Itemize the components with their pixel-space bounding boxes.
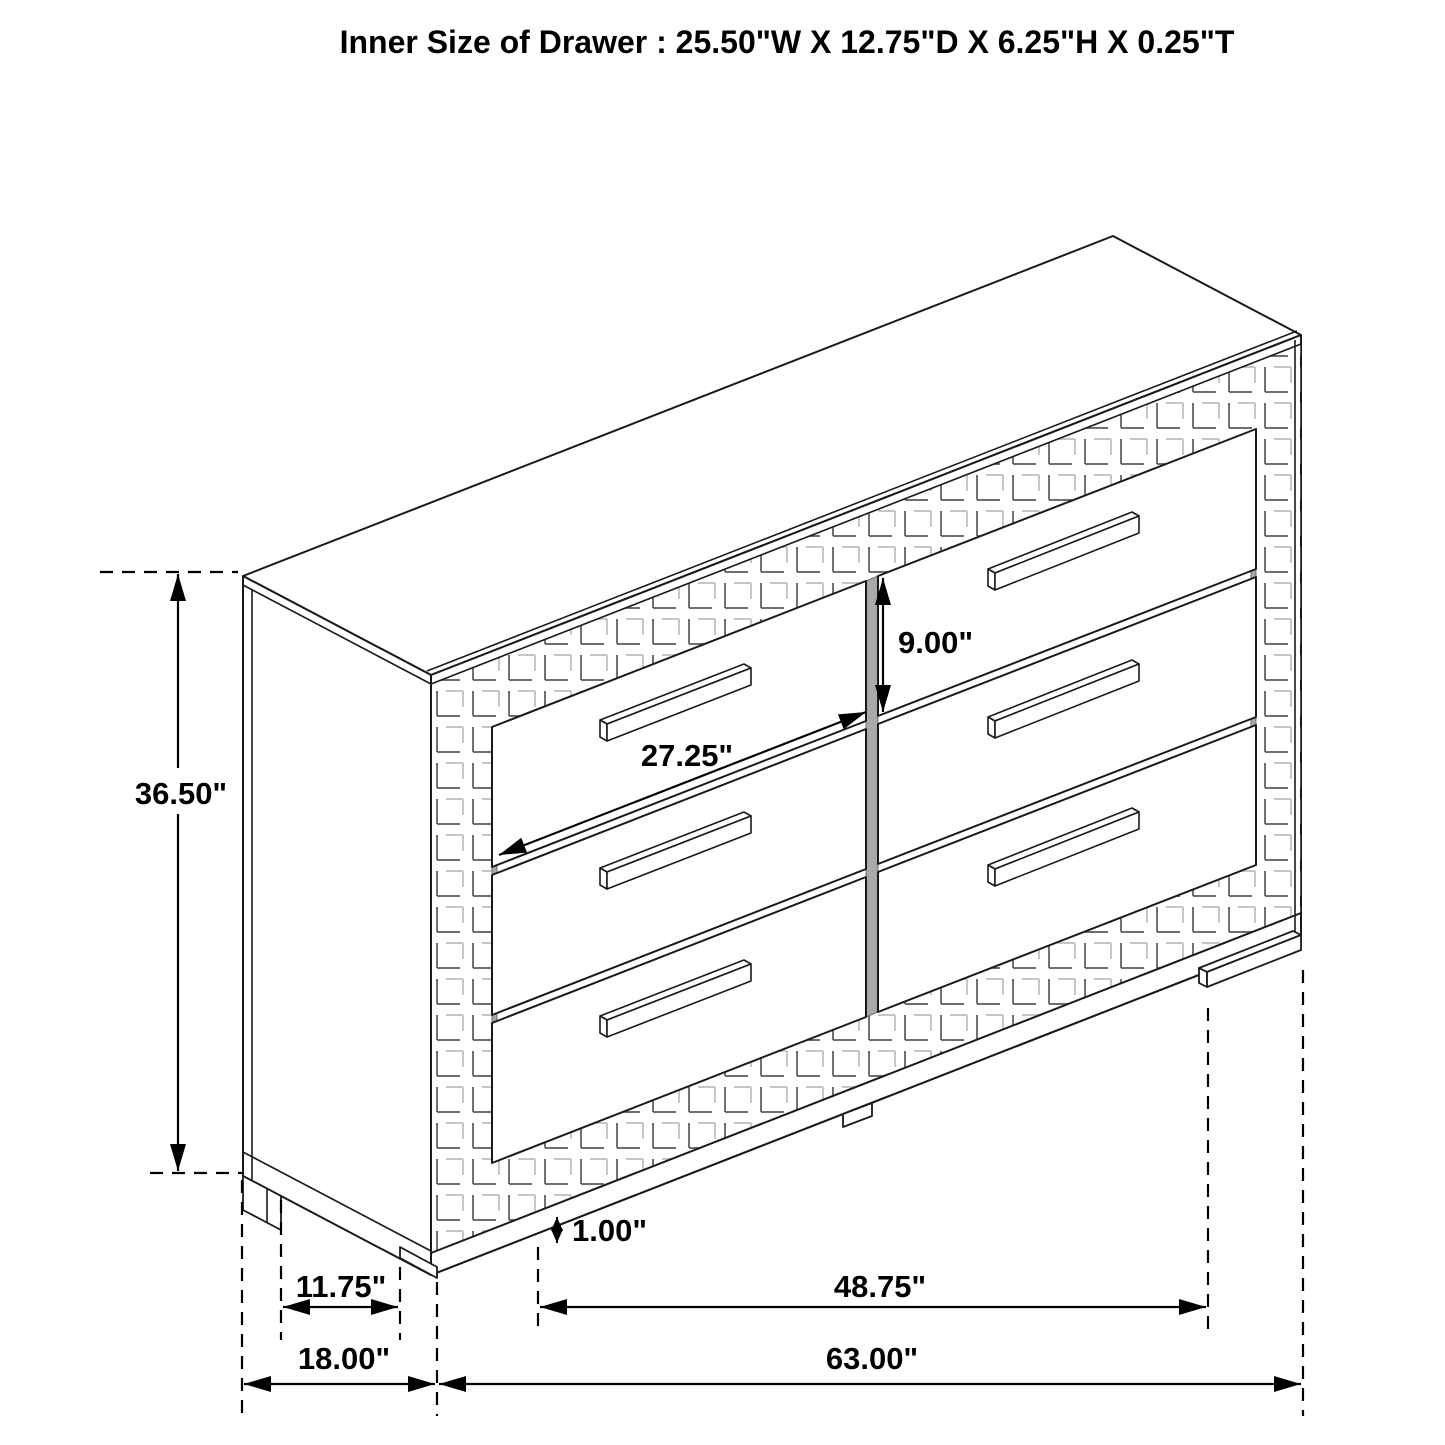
dim-label-base-height: 1.00" [572,1213,648,1248]
diagram-title: Inner Size of Drawer : 25.50"W X 12.75"D X 6.25"H X 0.25"T [339,24,1235,60]
dim-label-overall-width: 63.00" [825,1341,919,1376]
dim-label-foot-inset: 11.75" [295,1269,387,1304]
dim-label-drawer-height: 9.00" [898,625,974,660]
drawer-gap-middle [866,576,878,1017]
dresser-side-face [243,576,431,1275]
dim-overall-height [100,572,242,1173]
dim-label-overall-height: 36.50" [134,776,228,811]
dresser-body [243,236,1301,1278]
dim-label-depth: 18.00" [297,1341,391,1376]
dim-label-foot-span: 48.75" [833,1269,927,1304]
dim-label-drawer-width: 27.25" [640,738,734,773]
